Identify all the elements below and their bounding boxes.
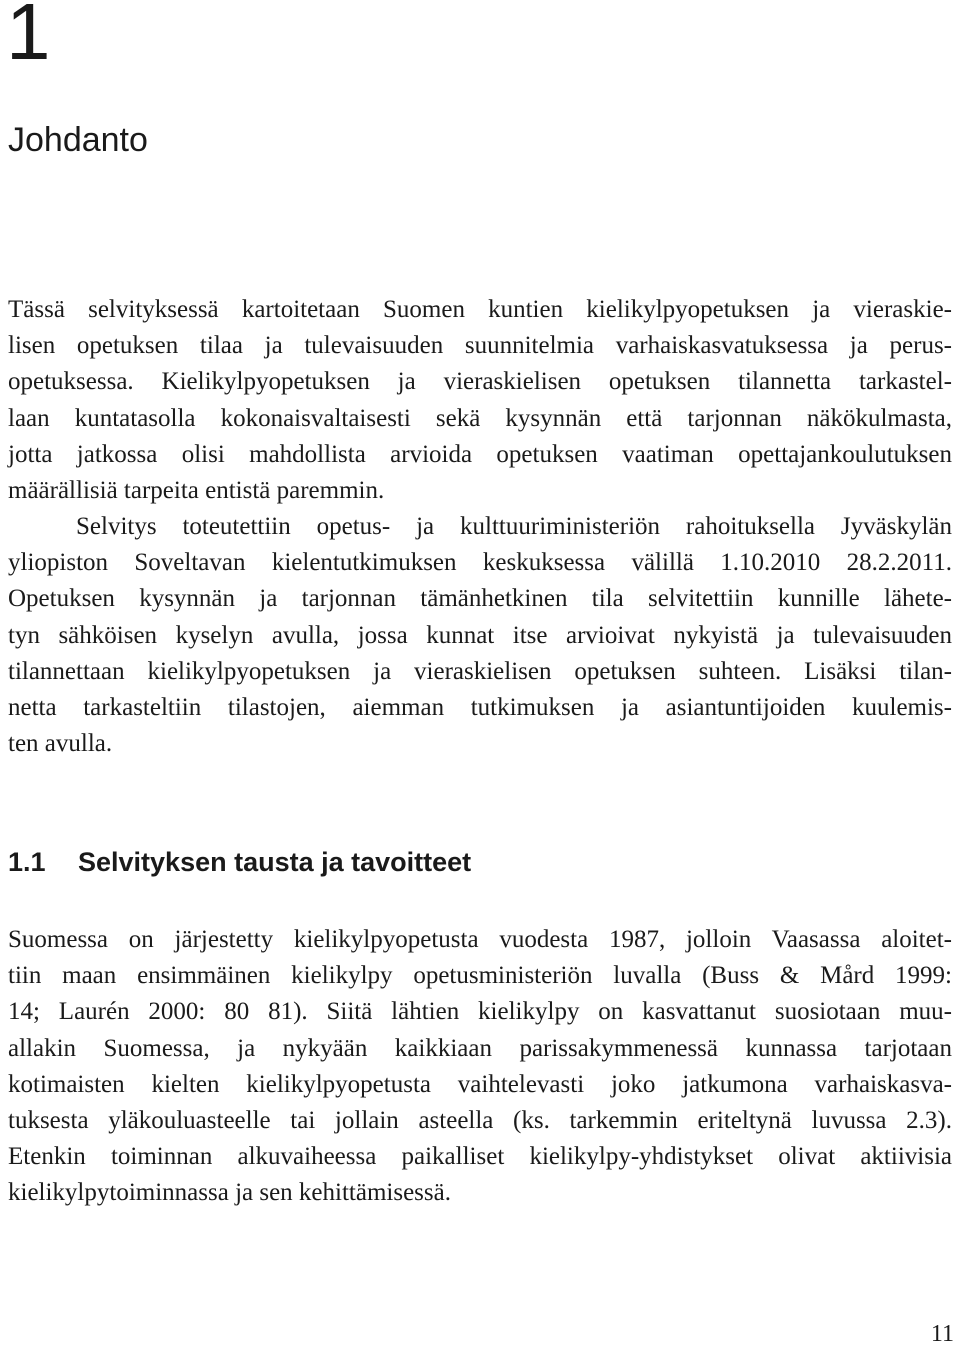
text-line: tyn sähköisen kyselyn avulla, jossa kunnat itse arvioivat nykyistä ja tulevaisuuden xyxy=(8,621,952,649)
text-line: tiin maan ensimmäinen kielikylpy opetusministeriön luvalla (Buss & Mård 1999: xyxy=(8,962,952,990)
text-line: Suomessa on järjestetty kielikylpyopetusta vuodesta 1987, jolloin Vaasassa aloitet- xyxy=(8,926,952,953)
intro-paragraph-2 xyxy=(8,509,952,762)
text-line: opetuksessa. Kielikylpyopetuksen ja vieraskielisen opetuksen tilannetta tarkastel- xyxy=(8,368,952,396)
chapter-title: Johdanto xyxy=(8,121,148,159)
text-line: 14; Laurén 2000: 80 81). Siitä lähtien kielikylpy on kasvattanut suosiotaan muu- xyxy=(8,998,952,1026)
section-title: Selvityksen tausta ja tavoitteet xyxy=(78,847,472,877)
text-line: laan kuntatasolla kokonaisvaltaisesti sekä kysynnän että tarjonnan näkökulmasta, xyxy=(8,404,952,432)
text-line: yliopiston Soveltavan kielentutkimuksen keskuksessa välillä 1.10.2010 28.2.2011. xyxy=(8,549,952,577)
page-number: 11 xyxy=(930,1321,954,1347)
text-line: tilannettaan kielikylpyopetuksen ja vieraskielisen opetuksen suhteen. Lisäksi tilan- xyxy=(8,657,952,685)
text-line: Etenkin toiminnan alkuvaiheessa paikalliset kielikylpy-yhdistykset olivat aktiivisia xyxy=(8,1143,952,1171)
text-line: jotta jatkossa olisi mahdollista arvioida opetuksen vaatiman opettajankoulutuksen xyxy=(8,440,952,468)
section-paragraph-1 xyxy=(8,922,952,1212)
chapter-number: 1 xyxy=(6,0,51,76)
text-line: ten avulla. xyxy=(8,730,113,758)
section-number: 1.1 xyxy=(8,847,46,877)
text-line: Selvitys toteutettiin opetus- ja kulttuuriministeriön rahoituksella Jyväskylän xyxy=(76,513,952,540)
text-line: Tässä selvityksessä kartoitetaan Suomen kuntien kielikylpyopetuksen ja vieraskie- xyxy=(8,296,952,323)
text-line: tuksesta yläkouluasteelle tai jollain asteella (ks. tarkemmin eriteltynä luvussa 2.3). xyxy=(8,1107,952,1135)
text-line: lisen opetuksen tilaa ja tulevaisuuden suunnitelmia varhaiskasvatuksessa ja perus- xyxy=(8,332,952,360)
text-line: määrällisiä tarpeita entistä paremmin. xyxy=(8,477,385,505)
text-line: kielikylpytoiminnassa ja sen kehittämisessä. xyxy=(8,1179,451,1207)
section-heading xyxy=(8,846,471,878)
text-line: Opetuksen kysynnän ja tarjonnan tämänhetkinen tila selvitettiin kunnille lähete- xyxy=(8,585,952,613)
intro-paragraph-1 xyxy=(8,292,952,509)
text-line: allakin Suomessa, ja nykyään kaikkiaan parissakymmenessä kunnassa tarjotaan xyxy=(8,1034,952,1062)
text-line: kotimaisten kielten kielikylpyopetusta vaihtelevasti joko jatkumona varhaiskasva- xyxy=(8,1070,952,1098)
text-line: netta tarkasteltiin tilastojen, aiemman tutkimuksen ja asiantuntijoiden kuulemis- xyxy=(8,694,952,722)
